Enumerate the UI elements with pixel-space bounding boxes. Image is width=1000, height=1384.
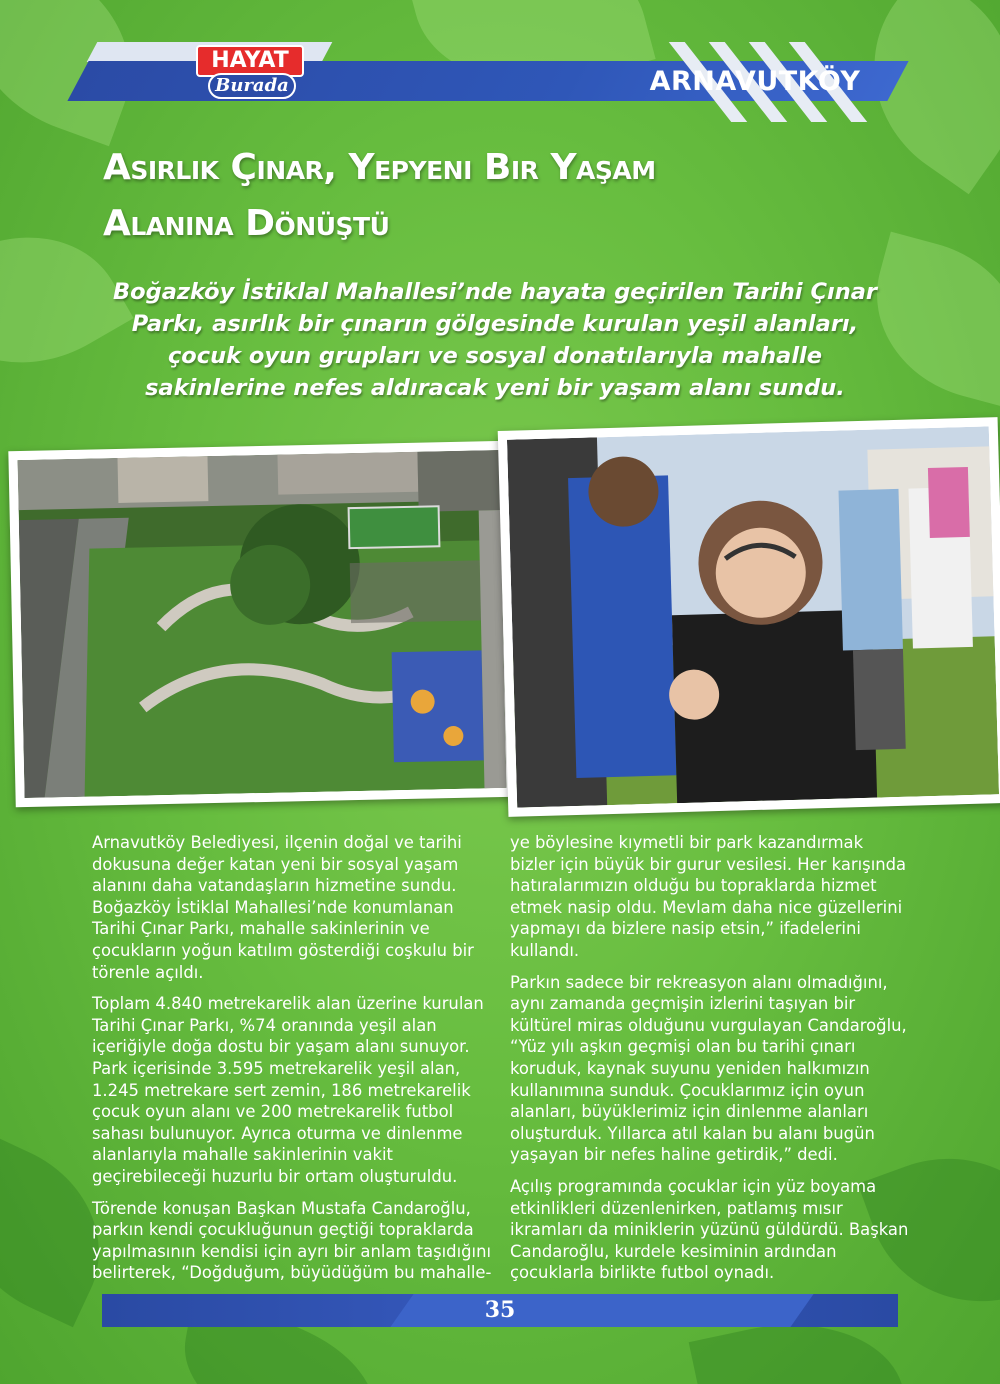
logo-bottom-text: Burada — [208, 73, 296, 99]
paragraph: Toplam 4.840 metrekarelik alan üzerine kurulan Tarihi Çınar Parkı, %74 oranında yeşil alan içeriğiyle doğa dostu bir yaşam alanı sunuyor. Park içerisinde 3.595 metrekarelik yeşil alan, 1.245 metrekare sert zemin, 186 metrekarelik çocuk oyun alanı ve 200 metrekarelik futbol sahası bulunuyor. Ayrıca oturma ve dinlenme alanlarıyla mahalle sakinlerinin vakit geçirebileceği huzurlu bir ortam oluşturuldu. — [92, 994, 484, 1186]
page-number: 35 — [484, 1297, 516, 1323]
hayat-burada-logo — [196, 45, 304, 103]
logo-top-text: HAYAT — [196, 45, 304, 77]
paragraph: ye böylesine kıymetli bir park kazandırmak bizler için büyük bir gurur vesilesi. Her karışında hatıralarımızın olduğu bu topraklarda hizmet etmek nasip oldu. Mevlam daha nice güzellerini yapmayı da bizlere nasip etsin,” ifadelerini kullandı. — [510, 833, 907, 960]
children-event-image — [507, 426, 999, 807]
paragraph: Arnavutköy Belediyesi, ilçenin doğal ve tarihi dokusuna değer katan yeni bir sosyal yaşam alanını daha vatandaşların hizmetine sundu. Boğazköy İstiklal Mahallesi’nde konumlanan Tarihi Çınar Parkı, mahalle sakinlerinin ve çocukların yoğun katılım gösterdiği coşkulu bir törenle açıldı. — [92, 833, 474, 982]
paragraph: Törende konuşan Başkan Mustafa Candaroğlu, parkın kendi çocukluğunun geçtiği topraklarda yapılmasının kendisi için ayrı bir anlam taşıdığını belirterek, “Doğduğum, büyüdüğüm bu mahalle- — [92, 1198, 492, 1283]
article-lead: Boğazköy İstiklal Mahallesi’nde hayata geçirilen Tarihi Çınar Parkı, asırlık bir çınarın gölgesinde kurulan yeşil alanları, çocuk oyun grupları ve sosyal donatılarıyla mahalle sakinlerine nefes aldıracak yeni bir yaşam alanı sundu. — [112, 279, 877, 401]
article-column-left — [92, 832, 492, 1294]
park-aerial-photo — [8, 441, 515, 807]
article-column-right — [510, 832, 910, 1294]
section-label: ARNAVUTKÖY — [649, 66, 861, 97]
title-line-2: Alanına Dönüştü — [103, 203, 390, 244]
paragraph: Açılış programında çocuklar için yüz boyama etkinlikleri düzenlenirken, patlamış mısır ikramları da miniklerin yüzünü güldürdü. Başkan Candaroğlu, kurdele kesiminin ardından çocuklarla birlikte futbol oynadı. — [510, 1176, 909, 1283]
children-event-photo — [498, 417, 1000, 817]
paragraph: Parkın sadece bir rekreasyon alanı olmadığını, aynı zamanda geçmişin izlerini taşıyan bir kültürel miras olduğunu vurgulayan Candaroğlu, “Yüz yılı aşkın geçmişi olan bu tarihi çınarı koruduk, kaynak suyunu yeniden halkımızın kullanımına sunduk. Çocuklarımız için oyun alanları, büyüklerimiz için dinlenme alanları oluşturduk. Yıllarca atıl kalan bu alanı bugün yaşayan bir nefes haline getirdik,” dedi. — [510, 972, 907, 1165]
title-line-1: Asırlık Çınar, Yepyeni Bir Yaşam — [103, 147, 656, 188]
article-title — [103, 140, 863, 252]
park-aerial-image — [18, 450, 507, 798]
